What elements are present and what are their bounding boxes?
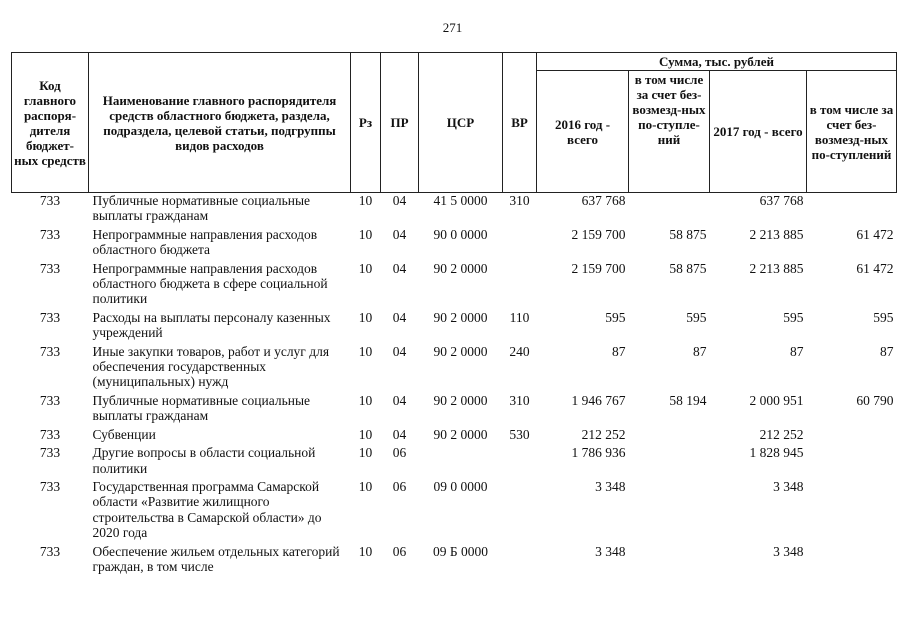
cell-2017-total: 2 213 885 [749, 260, 804, 276]
cell-code: 733 [39, 226, 61, 242]
cell-vr [503, 543, 537, 577]
cell-2016-total: 595 [605, 309, 626, 325]
cell-2017-total: 2 000 951 [749, 392, 804, 408]
cell-csr: 09 0 0000 [433, 478, 488, 494]
cell-name: Обеспечение жильем отдельных категорий граждан, в том числе [92, 543, 340, 574]
cell-csr: 41 5 0000 [433, 193, 488, 208]
cell-vr [503, 260, 537, 309]
cell-2017-free: 61 472 [856, 226, 894, 242]
cell-2016-total: 3 348 [595, 543, 626, 559]
cell-rz: 10 [358, 392, 373, 408]
cell-2016-total: 1 946 767 [571, 392, 626, 408]
cell-pr: 04 [392, 309, 407, 325]
cell-2016-total: 3 348 [595, 478, 626, 494]
cell-2016-free: 87 [693, 343, 707, 359]
cell-code: 733 [39, 193, 61, 208]
cell-2016-total: 87 [612, 343, 626, 359]
cell-csr [419, 444, 503, 478]
cell-2017-free [807, 444, 897, 478]
cell-csr: 90 2 0000 [433, 392, 488, 408]
header-rz: Рз [351, 53, 381, 193]
table-row [12, 309, 897, 343]
cell-pr: 06 [392, 543, 407, 559]
cell-2016-free: 58 875 [669, 260, 707, 276]
header-2017-free: в том числе за счет без-возмезд-ных по-ступлений [807, 71, 897, 193]
cell-csr: 90 0 0000 [433, 226, 488, 242]
cell-2016-free [629, 543, 710, 577]
cell-pr: 04 [392, 226, 407, 242]
cell-code: 733 [39, 478, 61, 494]
header-2016-free: в том числе за счет без-возмезд-ных по-ступле-ний [629, 71, 710, 193]
cell-csr: 90 2 0000 [433, 426, 488, 442]
cell-2016-total: 2 159 700 [571, 226, 626, 242]
page-number: 271 [442, 20, 463, 35]
cell-2017-total: 3 348 [773, 543, 804, 559]
cell-rz: 10 [358, 543, 373, 559]
header-sum: Сумма, тыс. рублей [537, 53, 897, 71]
header-csr: ЦСР [419, 53, 503, 193]
cell-csr: 09 Б 0000 [432, 543, 488, 559]
cell-vr: 310 [509, 392, 530, 408]
cell-name: Другие вопросы в области социальной политики [92, 445, 316, 476]
cell-2016-free [629, 426, 710, 444]
cell-2017-total: 2 213 885 [749, 226, 804, 242]
cell-vr [503, 226, 537, 260]
cell-vr: 110 [509, 309, 530, 325]
table-row [12, 193, 897, 226]
cell-rz: 10 [358, 260, 373, 276]
cell-name: Субвенции [92, 426, 156, 442]
table-row [12, 392, 897, 426]
cell-2016-free [629, 444, 710, 478]
cell-pr: 04 [392, 343, 407, 359]
cell-pr: 04 [392, 392, 407, 408]
table-row [12, 444, 897, 478]
header-2016-total: 2016 год - всего [537, 71, 629, 193]
table-header [12, 53, 897, 193]
cell-vr [503, 444, 537, 478]
cell-csr: 90 2 0000 [433, 260, 488, 276]
cell-vr: 310 [509, 193, 530, 208]
cell-2017-free: 87 [880, 343, 894, 359]
cell-rz: 10 [358, 226, 373, 242]
header-name: Наименование главного распорядителя средств областного бюджета, раздела, подраздела, целевой статьи, подгруппы видов расходов [89, 53, 351, 193]
cell-2016-total: 637 768 [581, 193, 626, 208]
cell-2017-free [807, 543, 897, 577]
cell-code: 733 [39, 260, 61, 276]
cell-2017-free: 595 [873, 309, 894, 325]
cell-code: 733 [39, 543, 61, 559]
cell-name: Государственная программа Самарской области «Развитие жилищного строительства в Самарской области» до 2020 года [92, 478, 322, 541]
cell-pr: 04 [392, 260, 407, 276]
cell-2016-free [629, 193, 710, 226]
table-row [12, 426, 897, 444]
header-vr: ВР [503, 53, 537, 193]
cell-pr: 04 [392, 426, 407, 442]
table-row [12, 226, 897, 260]
cell-2016-total: 2 159 700 [571, 260, 626, 276]
cell-rz: 10 [358, 309, 373, 325]
header-code: Код главного распоря-дителя бюджет-ных средств [12, 53, 89, 193]
table-body [12, 193, 897, 577]
cell-2017-free: 61 472 [856, 260, 894, 276]
cell-2017-total: 87 [790, 343, 804, 359]
cell-pr: 04 [392, 193, 407, 208]
cell-rz: 10 [358, 426, 373, 442]
cell-vr: 530 [509, 426, 530, 442]
cell-code: 733 [39, 309, 61, 325]
table-row [12, 343, 897, 392]
header-pr: ПР [381, 53, 419, 193]
cell-rz: 10 [358, 445, 373, 461]
cell-name: Расходы на выплаты персоналу казенных учреждений [92, 309, 331, 341]
table-row [12, 478, 897, 543]
cell-code: 733 [39, 426, 61, 442]
cell-2017-total: 637 768 [759, 193, 804, 208]
cell-csr: 90 2 0000 [433, 309, 488, 325]
cell-2017-free [807, 193, 897, 226]
cell-pr: 06 [392, 478, 407, 494]
cell-2016-free: 595 [686, 309, 707, 325]
cell-2017-total: 1 828 945 [749, 445, 804, 461]
cell-2016-free: 58 194 [669, 392, 707, 408]
budget-table [11, 52, 897, 576]
cell-2017-total: 212 252 [759, 426, 804, 442]
cell-rz: 10 [358, 193, 373, 208]
cell-2017-total: 595 [783, 309, 804, 325]
cell-2016-free: 58 875 [669, 226, 707, 242]
cell-2017-free: 60 790 [856, 392, 894, 408]
cell-2017-free [807, 426, 897, 444]
cell-2016-free [629, 478, 710, 543]
cell-2017-free [807, 478, 897, 543]
cell-code: 733 [39, 392, 61, 408]
cell-vr [503, 478, 537, 543]
cell-pr: 06 [392, 445, 407, 461]
cell-code: 733 [39, 343, 61, 359]
cell-code: 733 [39, 445, 61, 461]
cell-2016-total: 1 786 936 [571, 445, 626, 461]
cell-name: Непрограммные направления расходов областного бюджета [92, 226, 318, 258]
cell-2017-total: 3 348 [773, 478, 804, 494]
cell-rz: 10 [358, 343, 373, 359]
table-row [12, 260, 897, 309]
cell-2016-total: 212 252 [581, 426, 626, 442]
cell-name: Публичные нормативные социальные выплаты гражданам [92, 193, 311, 224]
cell-name: Публичные нормативные социальные выплаты гражданам [92, 392, 311, 424]
table-row [12, 543, 897, 577]
header-2017-total: 2017 год - всего [710, 71, 807, 193]
cell-csr: 90 2 0000 [433, 343, 488, 359]
cell-name: Иные закупки товаров, работ и услуг для обеспечения государственных (муниципальных) нужд [92, 343, 330, 390]
cell-rz: 10 [358, 478, 373, 494]
cell-vr: 240 [509, 343, 530, 359]
cell-name: Непрограммные направления расходов областного бюджета в сфере социальной политики [92, 260, 328, 307]
